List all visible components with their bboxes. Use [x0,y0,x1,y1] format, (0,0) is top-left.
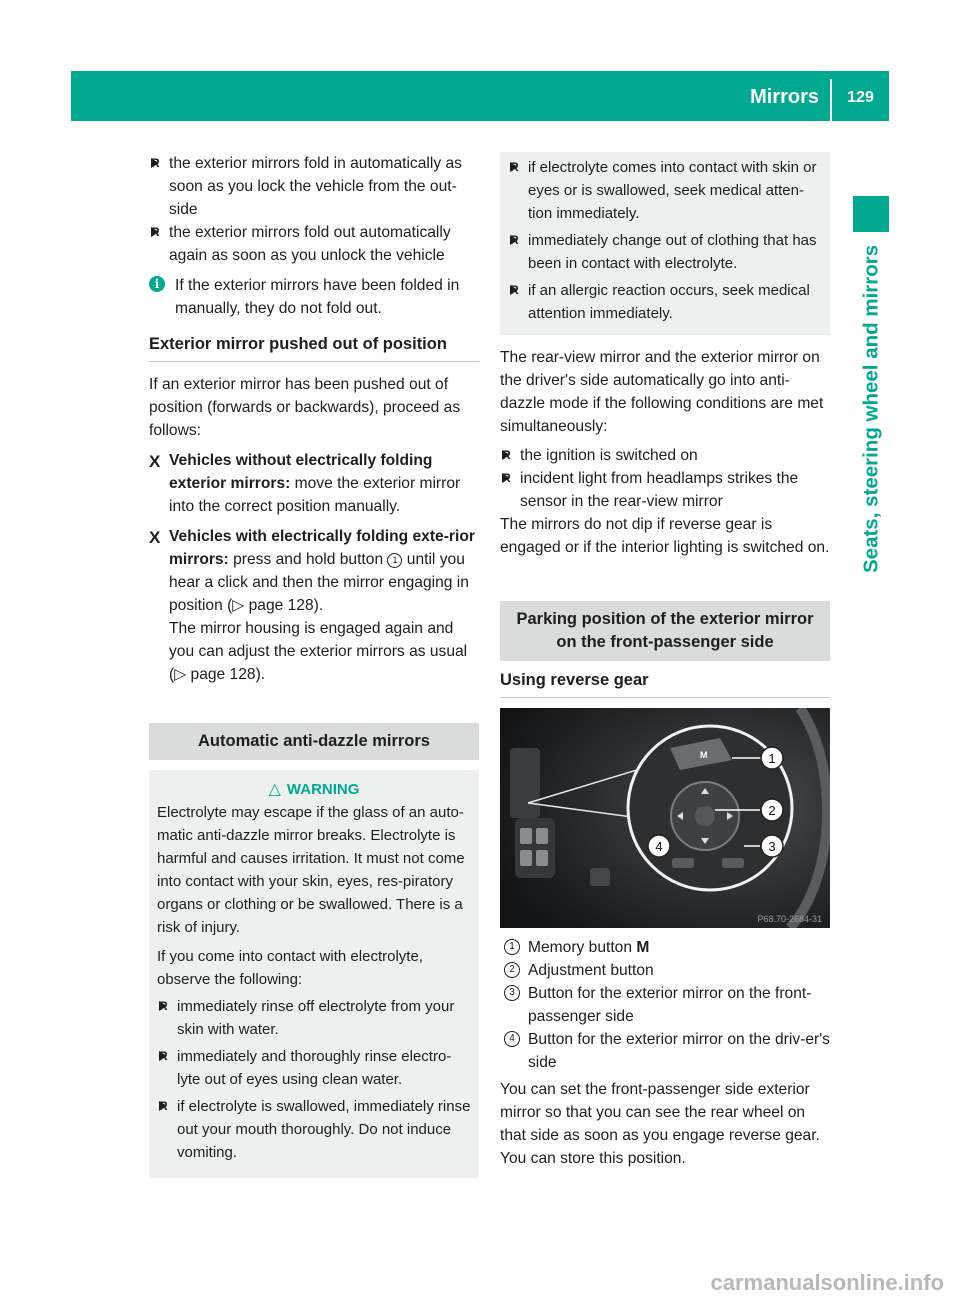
info-note: i If the exterior mirrors have been folded in manually, they do not fold out. [149,274,479,320]
paragraph: The mirrors do not dip if reverse gear is engaged or if the interior lighting is switched on. [500,516,830,556]
svg-text:4: 4 [655,839,663,854]
section-heading: Using reverse gear [500,669,830,698]
side-tab-label: Seats, steering wheel and mirrors [859,245,883,574]
list-item: R incident light from headlamps strikes the sensor in the rear-view mirror [500,467,830,513]
page-header [71,71,889,121]
paragraph: The rear-view mirror and the exterior mirror on the driver's side automatically go into anti-dazzle mode if the following conditions are met simultaneously: [500,349,824,435]
legend-item: 4 Button for the exterior mirror on the driv-er's side [500,1028,830,1074]
action-step: X Vehicles with electrically folding exte-rior mirrors: press and hold button 1 until you hear a click and then the mirror engaging in position (▷ page 128). The mirror housing is engaged again and you can adjust the exterior mirrors as usual (▷ page 128). [149,528,475,683]
passenger-mirror-button [722,858,744,868]
info-icon: i [149,276,165,292]
warning-box [149,770,479,1178]
list-item: R if an allergic reaction occurs, seek medical attention immediately. [508,279,822,325]
list-item: R immediately and thoroughly rinse electro-lyte out of eyes using clean water. [157,1045,471,1091]
image-code: P68.70-2684-31 [757,914,822,924]
page-number: 129 [847,89,874,106]
warning-text: Electrolyte may escape if the glass of an auto-matic anti-dazzle mirror breaks. Electrolyte is harmful and causes irritation. It must not come into contact with your skin, eyes, res-piratory organs or clothing or be swallowed. There is a risk of injury. [157,804,465,936]
bullet-arrow-icon [510,162,518,172]
bullet-arrow-icon [502,450,510,460]
page-ref-arrow-icon: ▷ [174,666,191,683]
mirror-controls-illustration [500,708,830,928]
bullet-arrow-icon [151,158,159,168]
bullet-arrow-icon [510,285,518,295]
list-item: R if electrolyte is swallowed, immediately rinse out your mouth thoroughly. Do not induce vomiting. [157,1095,471,1164]
section-banner: Parking position of the exterior mirror on the front-passenger side [500,601,830,661]
chapter-title: Mirrors [750,86,819,108]
bullet-arrow-icon [151,227,159,237]
list-item: R immediately change out of clothing that has been in contact with electrolyte. [508,229,822,275]
action-step-icon: X [149,452,161,471]
legend-item: 3 Button for the exterior mirror on the front-passenger side [500,982,830,1028]
page-reference-link[interactable]: page 128 [248,597,314,614]
paragraph: If an exterior mirror has been pushed out of position (forwards or backwards), proceed as follows: [149,376,461,439]
svg-text:1: 1 [768,751,776,766]
callout-number: 1 [387,553,402,568]
section-heading: Exterior mirror pushed out of position [149,333,479,362]
list-item: R the ignition is switched on [500,444,830,467]
svg-text:2: 2 [768,803,776,818]
warning-title: △ WARNING [157,778,471,801]
adjustment-center [695,806,715,826]
page-ref-arrow-icon: ▷ [232,597,249,614]
callout-4 [648,835,670,857]
bullet-arrow-icon [159,1051,167,1061]
paragraph: You can set the front-passenger side exterior mirror so that you can see the rear wheel on that side as soon as you engage reverse gear. You can store this position. [500,1081,820,1167]
list-item: R if electrolyte comes into contact with skin or eyes or is swallowed, seek medical atten-tion immediately. [508,156,822,225]
list-item: R the exterior mirrors fold in automatically as soon as you lock the vehicle from the out-side [149,152,479,221]
section-banner: Automatic anti-dazzle mirrors [149,723,479,760]
side-tab-marker [853,196,889,232]
memory-button-label: M [700,750,708,760]
bullet-arrow-icon [510,235,518,245]
action-step: X Vehicles without electrically folding exterior mirrors: move the exterior mirror into the correct position manually. [149,452,461,515]
page-reference-link[interactable]: page 128 [190,666,256,683]
left-column [149,152,479,1178]
legend-item: 1 Memory button M [500,936,830,959]
driver-mirror-button [672,858,694,868]
bullet-arrow-icon [502,473,510,483]
legend-item: 2 Adjustment button [500,959,830,982]
bullet-arrow-icon [159,1001,167,1011]
svg-text:3: 3 [768,839,776,854]
warning-triangle-icon: △ [268,781,281,798]
footer-watermark: carmanualsonline.info [710,1270,944,1295]
bullet-arrow-icon [159,1101,167,1111]
list-item: R immediately rinse off electrolyte from your skin with water. [157,995,471,1041]
right-column [500,152,830,1170]
list-item: R the exterior mirrors fold out automatically again as soon as you unlock the vehicle [149,221,479,267]
warning-box-continued [500,152,830,335]
warning-text: If you come into contact with electrolyte, observe the following: [157,948,423,988]
action-step-icon: X [149,528,161,547]
